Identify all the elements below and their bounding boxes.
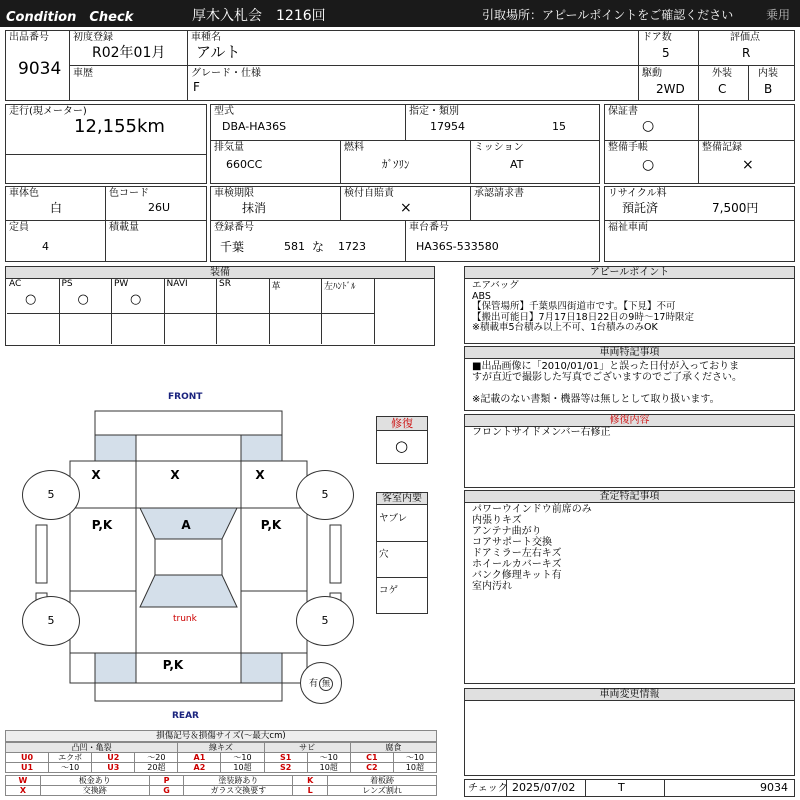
rear-label: REAR: [172, 711, 199, 721]
legend-desc: 着板跡: [328, 776, 437, 786]
spare-mark: 無: [319, 677, 333, 691]
fuel-label: 燃料: [344, 142, 364, 153]
legend-desc: ～10: [307, 753, 350, 763]
ext-label: 外装: [712, 68, 732, 79]
legend: [5, 730, 437, 796]
grade: F: [193, 80, 200, 94]
mark-rear: P,K: [162, 658, 184, 672]
legend-code: U0: [6, 753, 49, 763]
repair-content-panel: [464, 414, 795, 488]
ext-grade: C: [718, 82, 727, 96]
lot-label: 出品番号: [9, 32, 49, 43]
legend-desc: エクボ: [49, 753, 92, 763]
history-label: 車歴: [73, 68, 93, 79]
vehicle-notes-panel: [464, 346, 795, 411]
category-2: 15: [552, 120, 566, 133]
legend-desc: レンズ割れ: [328, 786, 437, 796]
equipment-blank: [60, 314, 113, 344]
spare-label: 有: [308, 679, 318, 689]
legend-desc: 10超: [307, 763, 350, 773]
color-code-label: 色コード: [109, 188, 149, 199]
pickup-note: 引取場所：アピールポイントをご確認ください: [482, 8, 734, 22]
legend-code: C2: [350, 763, 393, 773]
plate-kana: な: [312, 240, 325, 254]
model-name: アルト: [196, 43, 241, 61]
inspection-label: 車検期限: [214, 188, 254, 199]
legend-code: G: [149, 786, 184, 796]
plate-number: 1723: [338, 240, 366, 253]
interior-item: [377, 506, 427, 542]
warranty: ○: [642, 118, 655, 134]
plate-label: 登録番号: [214, 222, 254, 233]
inspector-notes-panel: [464, 490, 795, 684]
header-bar: [0, 0, 800, 27]
mark-front-right-fender: X: [255, 468, 265, 482]
legend-desc: ～10: [221, 753, 264, 763]
legend-title: 損傷記号＆損傷サイズ(～最大cm): [5, 730, 437, 742]
approval-label: 承認請求書: [474, 188, 524, 199]
mark-right-front-door: P,K: [260, 518, 282, 532]
changes-panel: [464, 688, 795, 776]
repair-content-text: フロントサイドメンバー右修正: [472, 427, 611, 438]
legend-head-dent: 凸凹・亀裂: [6, 743, 178, 753]
capacity-label: 定員: [9, 222, 29, 233]
legend-code: K: [293, 776, 328, 786]
changes-title: 車両変更情報: [465, 689, 794, 701]
check-date: 2025/07/02: [512, 781, 576, 794]
appeal-panel: [464, 266, 795, 344]
mileage: 12,155km: [74, 116, 165, 137]
category: 乗用: [766, 8, 791, 22]
mark-front-left-fender: X: [91, 468, 101, 482]
legend-code: P: [149, 776, 184, 786]
auction-title: 厚木入札会 1216回: [192, 8, 326, 24]
legend-code: W: [6, 776, 41, 786]
equipment-name: 左ﾊﾝﾄﾞﾙ: [324, 282, 356, 292]
check-label: チェック: [468, 783, 508, 794]
mark-hood: X: [170, 468, 180, 482]
mark-left-front-door: P,K: [91, 518, 113, 532]
brand-title: Condition Check: [6, 10, 134, 25]
interior-title: 客室内要: [377, 493, 427, 505]
equipment-name: AC: [9, 279, 22, 289]
color-label: 車体色: [9, 188, 39, 199]
equipment-item: [60, 279, 113, 314]
tire-rr: 5: [296, 596, 354, 646]
service-record: ×: [742, 157, 754, 173]
inspection-expiry: 抹消: [242, 201, 267, 215]
tax-insurance: ×: [400, 200, 412, 216]
service-manual: ○: [642, 157, 655, 173]
equipment-blank: [112, 314, 165, 344]
drive-label: 駆動: [642, 68, 662, 79]
legend-desc: 10超: [221, 763, 264, 773]
legend-head-rust: サビ: [264, 743, 350, 753]
legend-desc: ～10: [49, 763, 92, 773]
legend-desc: ガラス交換要す: [184, 786, 293, 796]
mission-label: ミッション: [474, 142, 524, 153]
first-reg-label: 初度登録: [73, 32, 113, 43]
int-label: 内装: [758, 68, 778, 79]
legend-desc: 10超: [393, 763, 436, 773]
interior-item: [377, 542, 427, 578]
vehicle-notes-text: ■出品画像に「2010/01/01」と誤った日付が入っておりま すが直近で撮影した写真でございますのでご了承ください。 ※記載のない書類・機器等は無しとして取り扱います。: [472, 361, 742, 405]
legend-code: U2: [92, 753, 135, 763]
equipment-item: [7, 279, 60, 314]
equipment-name: NAVI: [166, 279, 188, 289]
legend-desc: ～20: [135, 753, 178, 763]
legend-code: A1: [178, 753, 221, 763]
interior-label: 穴: [379, 549, 389, 560]
fuel: ｶﾞｿﾘﾝ: [382, 158, 410, 171]
manual-label: 整備手帳: [608, 142, 648, 153]
legend-desc: 交換跡: [40, 786, 149, 796]
drive: 2WD: [656, 82, 685, 96]
int-grade: B: [764, 82, 773, 96]
equipment-name: PS: [61, 279, 73, 289]
recycle-label: リサイクル料: [608, 188, 667, 199]
legend-code: C1: [350, 753, 393, 763]
mileage-label: 走行(現メーター): [9, 106, 87, 117]
equipment-name: 革: [271, 282, 281, 292]
displacement-label: 排気量: [214, 142, 244, 153]
recycle-status: 預託済: [622, 201, 659, 215]
legend-head-scratch: 線キズ: [178, 743, 264, 753]
equipment-item: [217, 279, 270, 314]
interior-label: ヤブレ: [379, 513, 408, 524]
equipment-item: [165, 279, 218, 314]
category-1: 17954: [430, 120, 465, 133]
legend-code: A2: [178, 763, 221, 773]
load-label: 積載量: [109, 222, 139, 233]
welfare-label: 福祉車両: [608, 222, 648, 233]
tire-rl: 5: [22, 596, 80, 646]
category-label: 指定・類別: [409, 106, 459, 117]
legend-desc: 板金あり: [40, 776, 149, 786]
repair-label: 修復: [377, 417, 427, 431]
equipment-blank: [165, 314, 218, 344]
model-label: 車種名: [191, 32, 221, 43]
legend-code: X: [6, 786, 41, 796]
chassis-number: HA36S-533580: [416, 240, 499, 253]
inspector-notes-title: 査定特記事項: [465, 491, 794, 503]
chassis-label: 車台番号: [409, 222, 449, 233]
score-label: 評価点: [730, 32, 760, 43]
equipment-blank: [217, 314, 270, 344]
tire-fl: 5: [22, 470, 80, 520]
tax-label: 検付自賠責: [344, 188, 394, 199]
tire-fr: 5: [296, 470, 354, 520]
mission: AT: [510, 158, 524, 171]
legend-code: L: [293, 786, 328, 796]
trunk-label: trunk: [173, 614, 197, 624]
inspector-notes-text: パワーウインドウ前席のみ 内張りキズ アンテナ曲がり コアサポート交換 ドアミラー左右キズ ホイールカバーキズ バンク修理キット有 室内汚れ: [472, 504, 592, 592]
warranty-label: 保証書: [608, 106, 638, 117]
equipment-mark: ○: [25, 292, 37, 307]
equipment-blank: [270, 314, 323, 344]
legend-code: S2: [264, 763, 307, 773]
color-code: 26U: [148, 201, 171, 214]
repair-content-title: 修復内容: [465, 415, 794, 427]
equipment-name: SR: [219, 279, 231, 289]
appeal-text: エアバッグ ABS 【保管場所】千葉県四街道市です。【下見】不可 【搬出可能日】7月17日18日22日の9時～17時限定 ※積載車5台積み以上不可、1台積みのみOK: [472, 280, 694, 333]
capacity: 4: [42, 240, 49, 253]
equipment-blank: [322, 314, 375, 344]
grade-label: グレード・仕様: [191, 68, 261, 79]
repair-mark: ○: [395, 437, 409, 455]
record-label: 整備記録: [702, 142, 742, 153]
type-label: 型式: [214, 106, 234, 117]
body-color: 白: [50, 201, 63, 215]
equipment-item: [270, 279, 323, 314]
equipment-item: [112, 279, 165, 314]
repair-box: [376, 416, 428, 464]
legend-head-corrosion: 腐食: [350, 743, 436, 753]
plate-class: 581: [284, 240, 305, 253]
equipment-title: 装備: [6, 267, 434, 279]
interior-item: [377, 578, 427, 612]
lot-number: 9034: [18, 59, 62, 79]
first-reg: R02年01月: [92, 45, 166, 61]
appeal-title: アピールポイント: [465, 267, 794, 279]
doors-label: ドア数: [642, 32, 672, 43]
equipment-item: [322, 279, 375, 314]
equipment-mark: ○: [77, 292, 89, 307]
inspector-initial: T: [618, 781, 625, 794]
legend-desc: ～10: [393, 753, 436, 763]
score: R: [742, 46, 751, 60]
model-type: DBA-HA36S: [222, 120, 287, 133]
equipment-mark: ○: [130, 292, 142, 307]
spare-tire: [300, 662, 342, 704]
doors: 5: [662, 46, 670, 60]
legend-desc: 20超: [135, 763, 178, 773]
recycle-fee: 7,500円: [712, 201, 759, 215]
legend-code: U3: [92, 763, 135, 773]
interior-label: コゲ: [379, 585, 399, 596]
equipment-name: PW: [114, 279, 129, 289]
legend-code: S1: [264, 753, 307, 763]
plate-prefecture: 千葉: [220, 240, 245, 254]
front-label: FRONT: [168, 392, 203, 402]
legend-code: U1: [6, 763, 49, 773]
displacement: 660CC: [226, 158, 263, 171]
equipment-blank: [7, 314, 60, 344]
vehicle-notes-title: 車両特記事項: [465, 347, 794, 359]
legend-desc: 塗装跡あり: [184, 776, 293, 786]
mark-windshield: A: [181, 518, 191, 532]
footer-lot: 9034: [760, 781, 788, 794]
